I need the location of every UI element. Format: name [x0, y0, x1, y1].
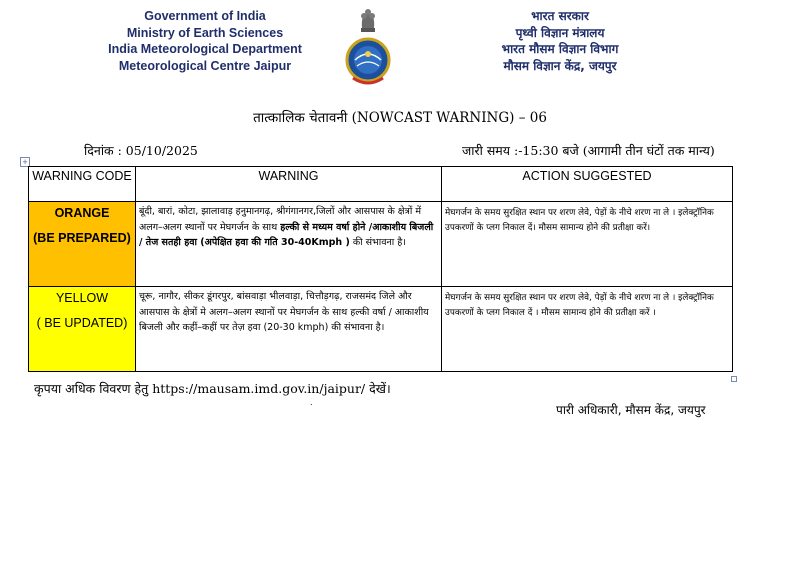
- table-row-orange: [29, 202, 733, 287]
- header-hindi-line: भारत मौसम विज्ञान विभाग: [501, 42, 619, 56]
- orange-warning-tail: की संभावना है।: [349, 237, 406, 248]
- header-action-suggested: ACTION SUGGESTED: [442, 167, 733, 202]
- header-hindi-line: पृथ्वी विज्ञान मंत्रालय: [515, 25, 605, 40]
- header-hindi: [460, 8, 660, 74]
- header-hindi-line: भारत सरकार: [531, 9, 589, 23]
- table-row-yellow: [29, 287, 733, 372]
- yellow-warning-text: चूरू, नागौर, सीकर डूंगरपुर, बांसवाड़ा भीलवाड़ा, चित्तौड़गढ़, राजसमंद जिले और आसपास के क्षेत्रों मे अलग–अलग स्थानों पर मेघगर्जन के साथ हल्की वर्षा / आकाशीय बिजली और कहीं–कहीं पर तेज़ हवा (20-30 kmph) की संभावना है।: [136, 287, 442, 372]
- header-english-line: Ministry of Earth Sciences: [126, 25, 284, 40]
- orange-warning-areas: बूंदी, बारां, कोटा, झालावाड़ हनुमानगढ़, श्रीगंगानगर,जिलों और आसपास के क्षेत्रों में अलग–अलग स्थानों पर मेघगर्जन के साथ: [139, 206, 422, 233]
- orange-code-action: (BE PREPARED): [33, 231, 131, 245]
- header-warning: WARNING: [136, 167, 442, 202]
- header-hindi-line: मौसम विज्ञान केंद्र, जयपुर: [503, 58, 617, 73]
- orange-code-label: ORANGE: [54, 206, 110, 220]
- imd-emblem-icon: [343, 4, 393, 92]
- header-english-line: India Meteorological Department: [108, 42, 302, 56]
- warning-table: [28, 166, 733, 372]
- stray-dot: .: [310, 398, 313, 407]
- orange-warning-text: [136, 202, 442, 287]
- table-resize-handle[interactable]: [731, 376, 737, 382]
- signature: पारी अधिकारी, मौसम केंद्र, जयपुर: [556, 403, 706, 417]
- yellow-code-action: ( BE UPDATED): [36, 316, 128, 330]
- orange-code-cell: [29, 202, 136, 287]
- orange-warning-bold: हल्की से मध्यम वर्षा होने /आकाशीय बिजली / तेज सतही हवा (अपेक्षित हवा की गति 30-40Kmph ): [139, 221, 434, 248]
- header-english-line: Meteorological Centre Jaipur: [118, 58, 292, 73]
- table-header-row: [29, 167, 733, 202]
- header-warning-code: WARNING CODE: [29, 167, 136, 202]
- yellow-action-text: मेघगर्जन के समय सुरक्षित स्थान पर शरण लेवे, पेड़ों के नीचे शरण ना ले । इलेक्ट्रॉनिक उपकरणों के प्लग निकाल दें । मौसम सामान्य होने की प्रतीक्षा करें ।: [442, 287, 733, 372]
- orange-action-text: मेघगर्जन के समय सुरक्षित स्थान पर शरण लेवे, पेड़ों के नीचे शरण ना ले । इलेक्ट्रॉनिक उपकरणों के प्लग निकाल दें। मौसम सामान्य होने की प्रतीक्षा करें।: [442, 202, 733, 287]
- issue-time: जारी समय :-15:30 बजे (आगामी तीन घंटों तक मान्य): [462, 143, 715, 158]
- document-title: तात्कालिक चेतावनी (NOWCAST WARNING) – 06: [253, 110, 547, 126]
- issue-date: दिनांक : 05/10/2025: [84, 143, 198, 158]
- header-english: [100, 8, 310, 74]
- yellow-code-label: YELLOW: [55, 291, 109, 305]
- table-move-handle-icon[interactable]: +: [20, 157, 30, 167]
- header-english-line: Government of India: [144, 9, 266, 23]
- more-info-link-text[interactable]: कृपया अधिक विवरण हेतु https://mausam.imd.gov.in/jaipur/ देखें।: [34, 381, 391, 396]
- yellow-code-cell: [29, 287, 136, 372]
